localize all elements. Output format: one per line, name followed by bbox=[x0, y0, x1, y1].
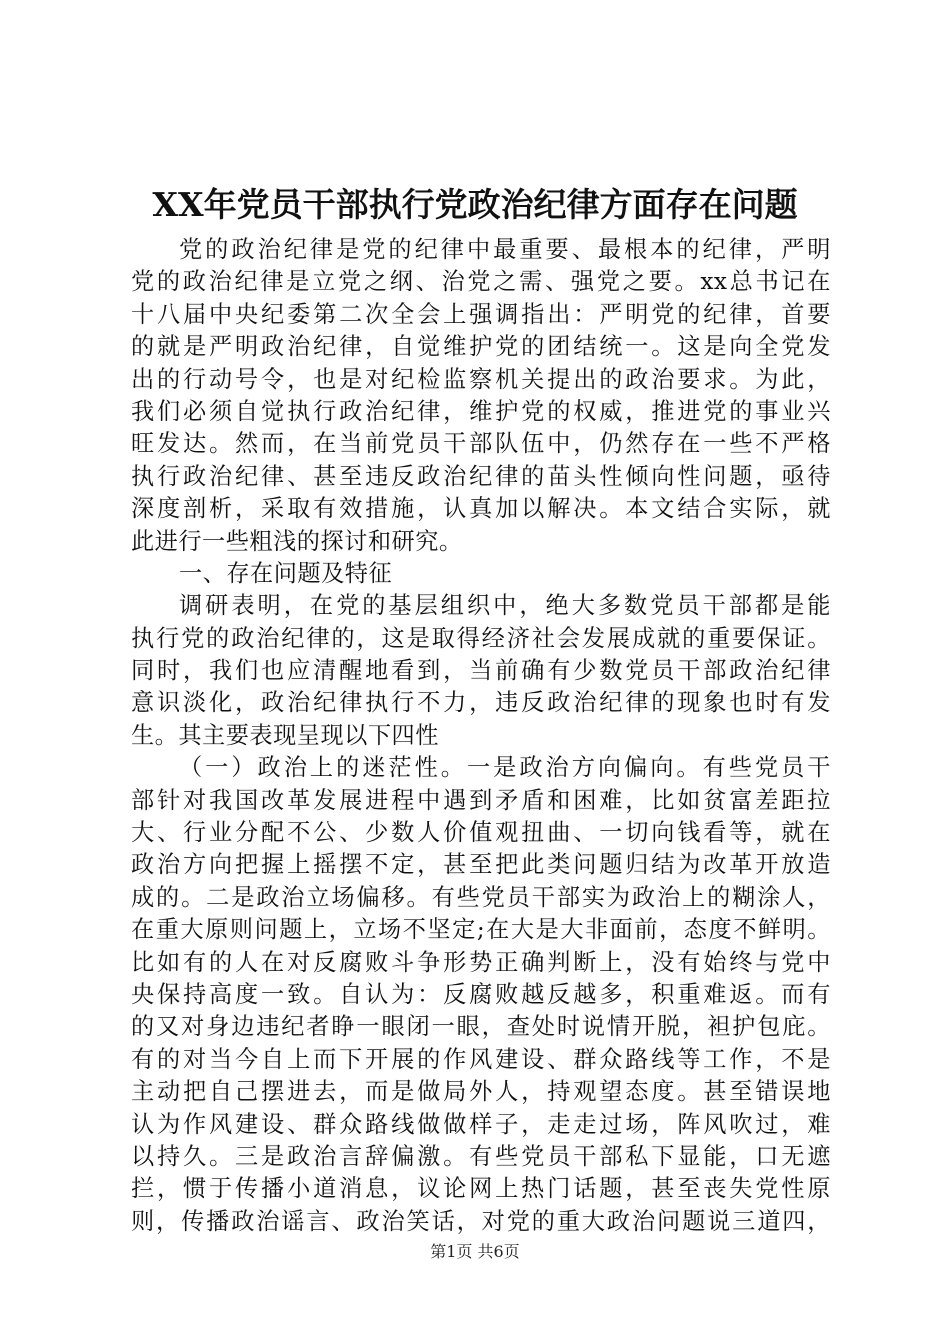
document-body bbox=[131, 234, 831, 1238]
body-line: 十八届中央纪委第二次全会上强调指出：严明党的纪律，首要 bbox=[131, 300, 831, 328]
body-line: 有的对当今自上而下开展的作风建设、群众路线等工作，不是 bbox=[131, 1045, 831, 1073]
body-line: 出的行动号令，也是对纪检监察机关提出的政治要求。为此， bbox=[131, 365, 831, 393]
body-line: 此进行一些粗浅的探讨和研究。 bbox=[131, 527, 463, 555]
body-line: 我们必须自觉执行政治纪律，维护党的权威，推进党的事业兴 bbox=[131, 397, 831, 425]
body-line: 的又对身边违纪者睁一眼闭一眼，查处时说情开脱，袒护包庇。 bbox=[131, 1013, 831, 1041]
body-line: 一、存在问题及特征 bbox=[179, 559, 393, 587]
body-line: 旺发达。然而，在当前党员干部队伍中，仍然存在一些不严格 bbox=[131, 430, 831, 458]
document-title: XX年党员干部执行党政治纪律方面存在问题 bbox=[152, 185, 798, 224]
body-line: 成的。二是政治立场偏移。有些党员干部实为政治上的糊涂人， bbox=[131, 883, 831, 911]
body-line: 以持久。三是政治言辞偏激。有些党员干部私下显能，口无遮 bbox=[131, 1142, 831, 1170]
page-footer: 第1页 共6页 bbox=[430, 1242, 520, 1261]
body-line: 党的政治纪律是立党之纲、治党之需、强党之要。xx总书记在 bbox=[131, 268, 831, 296]
body-line: 认为作风建设、群众路线做做样子，走走过场，阵风吹过，难 bbox=[131, 1110, 831, 1138]
body-line: 同时，我们也应清醒地看到，当前确有少数党员干部政治纪律 bbox=[131, 657, 831, 685]
body-line: 在重大原则问题上，立场不坚定;在大是大非面前，态度不鲜明。 bbox=[131, 916, 831, 944]
body-line: 执行政治纪律、甚至违反政治纪律的苗头性倾向性问题，亟待 bbox=[131, 462, 831, 490]
body-line: 主动把自己摆进去，而是做局外人，持观望态度。甚至错误地 bbox=[131, 1078, 831, 1106]
body-line: 深度剖析，采取有效措施，认真加以解决。本文结合实际，就 bbox=[131, 495, 831, 523]
body-line: 政治方向把握上摇摆不定，甚至把此类问题归结为改革开放造 bbox=[131, 851, 831, 879]
body-line: 的就是严明政治纪律，自觉维护党的团结统一。这是向全党发 bbox=[131, 333, 831, 361]
body-line: 意识淡化，政治纪律执行不力，违反政治纪律的现象也时有发 bbox=[131, 689, 831, 717]
body-line: 比如有的人在对反腐败斗争形势正确判断上，没有始终与党中 bbox=[131, 948, 831, 976]
body-line: 大、行业分配不公、少数人价值观扭曲、一切向钱看等，就在 bbox=[131, 819, 831, 847]
body-line: 则，传播政治谣言、政治笑话，对党的重大政治问题说三道四， bbox=[131, 1207, 831, 1235]
body-line: 部针对我国改革发展进程中遇到矛盾和困难，比如贫富差距拉 bbox=[131, 786, 831, 814]
body-line: （一）政治上的迷茫性。一是政治方向偏向。有些党员干 bbox=[179, 754, 831, 782]
body-line: 央保持高度一致。自认为：反腐败越反越多，积重难返。而有 bbox=[131, 980, 831, 1008]
body-line: 执行党的政治纪律的，这是取得经济社会发展成就的重要保证。 bbox=[131, 624, 831, 652]
body-line: 生。其主要表现呈现以下四性 bbox=[131, 721, 439, 749]
body-line: 调研表明，在党的基层组织中，绝大多数党员干部都是能 bbox=[179, 592, 831, 620]
body-line: 党的政治纪律是党的纪律中最重要、最根本的纪律，严明 bbox=[179, 236, 831, 263]
body-line: 拦，惯于传播小道消息，议论网上热门话题，甚至丧失党性原 bbox=[131, 1175, 831, 1203]
